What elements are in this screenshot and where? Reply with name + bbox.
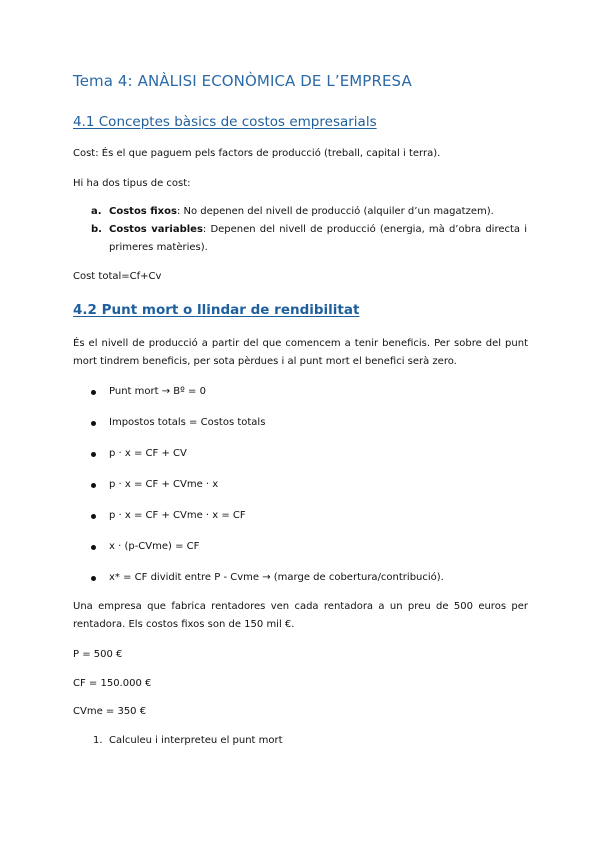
section-1-heading: 4.1 Conceptes bàsics de costos empresarials (73, 114, 377, 130)
bullet-dot (91, 390, 96, 395)
price-value: P = 500 € (73, 649, 123, 660)
bullet-dot (91, 545, 96, 550)
page-title: Tema 4: ANÀLISI ECONÒMICA DE L’EMPRESA (73, 72, 412, 90)
bullet-dot (91, 452, 96, 457)
list-marker-b: b. (91, 224, 102, 235)
bullet-item: Punt mort → Bº = 0 (109, 386, 206, 397)
bullet-dot (91, 483, 96, 488)
term-fixed-costs: Costos fixos (109, 206, 177, 217)
desc-fixed-costs: : No depenen del nivell de producció (alquiler d’un magatzem). (176, 206, 494, 217)
bullet-item: Impostos totals = Costos totals (109, 417, 266, 428)
question-text: Calculeu i interpreteu el punt mort (109, 735, 283, 746)
list-item-variable-costs (109, 221, 527, 257)
total-cost-formula: Cost total=Cf+Cv (73, 271, 162, 282)
fixed-cost-value: CF = 150.000 € (73, 678, 152, 689)
example-statement: Una empresa que fabrica rentadores ven cada rentadora a un preu de 500 euros per rentadora. Els costos fixos son de 150 mil €. (73, 601, 528, 630)
bullet-dot (91, 576, 96, 581)
bullet-item: x · (p-CVme) = CF (109, 541, 200, 552)
cost-definition: Cost: És el que paguem pels factors de producció (treball, capital i terra). (73, 148, 441, 159)
desc-variable-costs: : Depenen del nivell de producció (energia, mà d’obra directa i primeres matèries). (109, 224, 527, 253)
break-even-intro: És el nivell de producció a partir del que comencem a tenir beneficis. Per sobre del punt mort tindrem beneficis, per sota pèrdues i al punt mort el benefici serà zero. (73, 338, 528, 367)
cost-types-intro: Hi ha dos tipus de cost: (73, 178, 191, 189)
bullet-dot (91, 421, 96, 426)
list-marker-a: a. (91, 206, 102, 217)
unit-variable-cost-value: CVme = 350 € (73, 706, 147, 717)
question-marker: 1. (93, 735, 103, 746)
section-2-heading: 4.2 Punt mort o llindar de rendibilitat (73, 302, 360, 318)
bullet-item: p · x = CF + CVme · x (109, 479, 219, 490)
bullet-item: x* = CF dividit entre P - Cvme → (marge de cobertura/contribució). (109, 572, 444, 583)
bullet-dot (91, 514, 96, 519)
bullet-item: p · x = CF + CV (109, 448, 187, 459)
term-variable-costs: Costos variables (109, 224, 203, 235)
list-item-fixed-costs (109, 203, 494, 221)
bullet-item: p · x = CF + CVme · x = CF (109, 510, 246, 521)
